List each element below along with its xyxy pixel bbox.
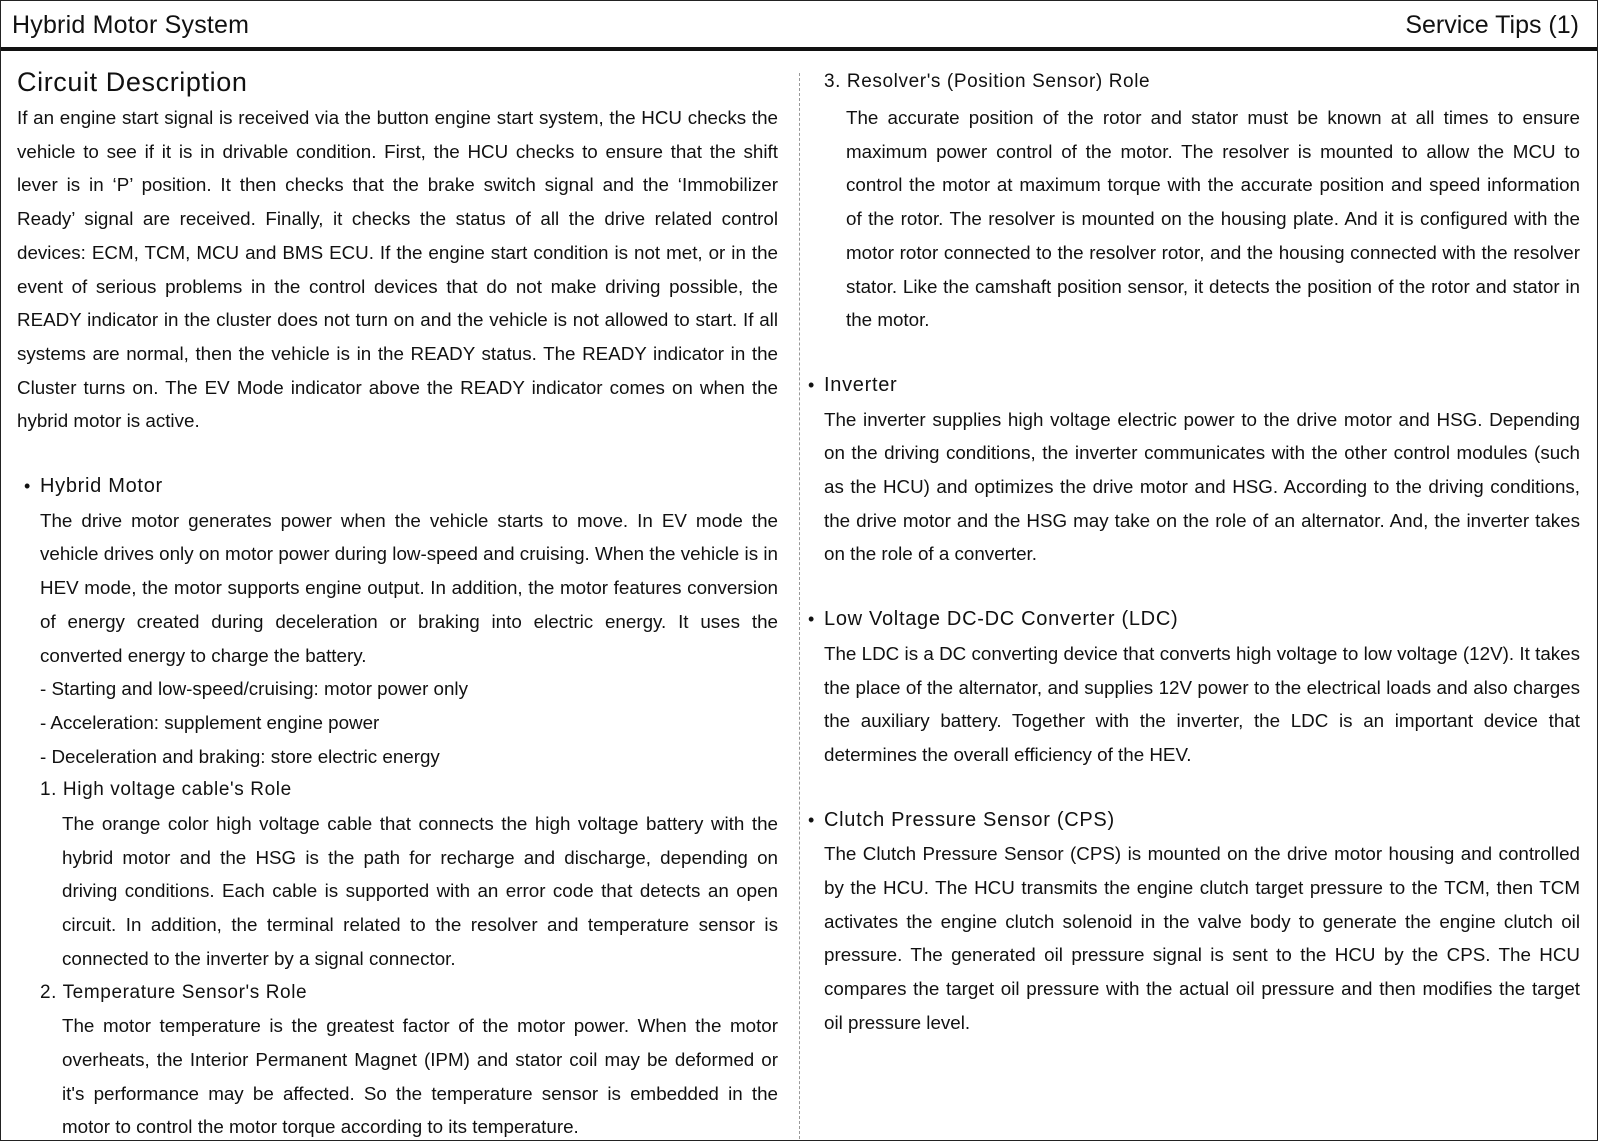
- circuit-description-heading: Circuit Description: [17, 67, 248, 97]
- inverter-heading-label: Inverter: [824, 373, 898, 396]
- inverter-text: The inverter supplies high voltage electric power to the drive motor and HSG. Depending on the driving conditions, the inverter communicates with the other control modules (such as the HCU) and optimizes the drive motor and HSG. According to the driving conditions, the drive motor and the HSG may take on the role of an alternator. And, the inverter takes on the role of a converter.: [824, 408, 1580, 565]
- hybrid-motor-text: The drive motor generates power when the vehicle starts to move. In EV mode the vehicle drives only on motor power during low-speed and cruising. When the vehicle is in HEV mode, the motor supports engine output. In addition, the motor features conversion of energy created during deceleration or braking into electric energy. It uses the converted energy to charge the battery.: [40, 509, 778, 666]
- ldc-heading-label: Low Voltage DC-DC Converter (LDC): [824, 608, 1179, 631]
- bullet-icon: •: [808, 374, 816, 395]
- bullet-icon: •: [24, 476, 32, 497]
- resolver-role-heading: 3. Resolver's (Position Sensor) Role: [824, 71, 1151, 92]
- cps-heading: [808, 804, 1580, 838]
- hybrid-motor-heading: [24, 470, 778, 504]
- temperature-sensor-heading: 2. Temperature Sensor's Role: [40, 981, 308, 1003]
- hybrid-motor-section: [24, 470, 778, 1144]
- resolver-role-text: The accurate position of the rotor and stator must be known at all times to ensure maximum power control of the motor. The resolver is mounted to allow the MCU to control the motor at maximum torque with the accurate position and speed information of the rotor. The resolver is mounted on the housing plate. And it is configured with the motor rotor connected to the resolver rotor, and the housing connected with the resolver stator. Like the camshaft position sensor, it detects the position of the rotor and stator in the motor.: [846, 107, 1580, 331]
- list-item: - Starting and low-speed/cruising: motor power only: [40, 678, 468, 700]
- ldc-heading: [808, 603, 1580, 637]
- right-column: [808, 63, 1580, 1040]
- circuit-description-text: If an engine start signal is received via the button engine start system, the HCU checks the vehicle to see if it is in drivable condition. First, the HCU checks to ensure that the shift lever is in ‘P’ position. It then checks that the brake switch signal and the ‘Immobilizer Ready’ signal are received. Finally, it checks the status of all the drive related control devices: ECM, TCM, MCU and BMS ECU. If the engine start condition is not met, or in the event of serious problems in the control devices that do not make driving possible, the READY indicator in the cluster does not turn on and the vehicle is not allowed to start. If all systems are normal, then the vehicle is in the READY status. The READY indicator in the Cluster turns on. The EV Mode indicator above the READY indicator comes on when the hybrid motor is active.: [17, 107, 778, 432]
- cable-role-heading: 1. High voltage cable's Role: [40, 779, 292, 801]
- cable-role-text: The orange color high voltage cable that connects the high voltage battery with the hybrid motor and the HSG is the path for recharge and discharge, depending on driving conditions. Each cable is supported with an error code that detects an open circuit. In addition, the terminal related to the resolver and temperature sensor is connected to the inverter by a signal connector.: [62, 813, 778, 969]
- hybrid-motor-heading-label: Hybrid Motor: [40, 475, 163, 498]
- list-item: - Deceleration and braking: store electric energy: [40, 745, 440, 767]
- inverter-heading: [808, 369, 1580, 403]
- left-column: [17, 63, 778, 1144]
- ldc-text: The LDC is a DC converting device that converts high voltage to low voltage (12V). It takes the place of the alternator, and supplies 12V power to the electrical loads and also charges the auxiliary battery. Together with the inverter, the LDC is an important device that determines the overall efficiency of the HEV.: [824, 642, 1580, 765]
- spacer: [17, 438, 778, 470]
- spacer: [824, 772, 1580, 804]
- temperature-sensor-text: The motor temperature is the greatest factor of the motor power. When the motor overheats, the Interior Permanent Magnet (IPM) and stator coil may be deformed or it's performance may be affected. So the temperature sensor is embedded in the motor to control the motor torque according to its temperature.: [62, 1015, 778, 1138]
- cps-text: The Clutch Pressure Sensor (CPS) is mounted on the drive motor housing and controlled by the HCU. The HCU transmits the engine clutch target pressure to the TCM, then TCM activates the engine clutch solenoid in the valve body to generate the engine clutch oil pressure. The generated oil pressure signal is sent to the HCU by the CPS. The HCU compares the target oil pressure with the actual oil pressure and then modifies the target oil pressure level.: [824, 843, 1580, 1033]
- cps-heading-label: Clutch Pressure Sensor (CPS): [824, 808, 1115, 831]
- column-divider: [799, 73, 800, 1139]
- spacer: [824, 337, 1580, 369]
- bullet-icon: •: [808, 609, 816, 630]
- page-header: [1, 1, 1597, 51]
- bullet-icon: •: [808, 809, 816, 830]
- list-item: - Acceleration: supplement engine power: [40, 711, 380, 733]
- document-title: Hybrid Motor System: [12, 11, 250, 39]
- page-label: Service Tips (1): [1405, 11, 1579, 39]
- spacer: [824, 571, 1580, 603]
